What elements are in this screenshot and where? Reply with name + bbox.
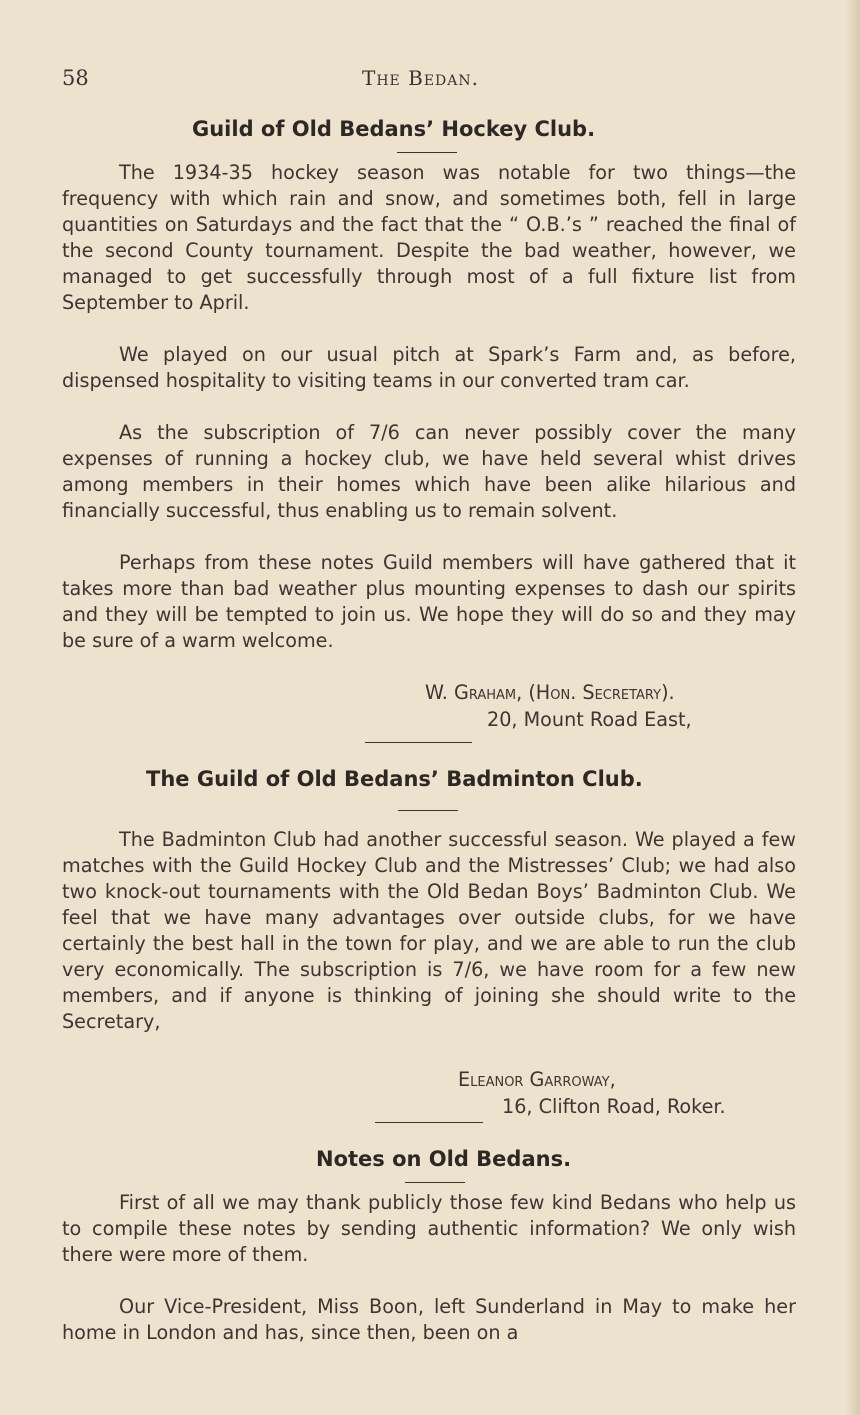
hockey-paragraph-4: Perhaps from these notes Guild members will have gathered that it takes more than bad weather plus mounting expenses to dash our spirits and they will be tempted to join us. We hope they will do so and they may be sure of a warm welcome. [62, 551, 796, 652]
page-edge-shadow [846, 0, 860, 1415]
section-divider [375, 1122, 483, 1123]
title-underline [405, 1182, 465, 1183]
page-header [62, 66, 802, 96]
title-underline [397, 152, 457, 153]
hockey-club-title: Guild of Old Bedans’ Hockey Club. [192, 117, 596, 141]
title-underline [398, 810, 458, 811]
badminton-signature-address: 16, Clifton Road, Roker. [502, 1095, 726, 1118]
hockey-paragraph-1: The 1934-35 hockey season was notable for two things—the frequency with which rain and snow, and sometimes both, fell in large quantities on Saturdays and the fact that the “ O.B.’s ” reached the final of the second County tournament. Despite the bad weather, however, we managed to get successfully through most of a full fixture list from September to April. [62, 161, 796, 314]
notes-title: Notes on Old Bedans. [316, 1147, 572, 1171]
badminton-paragraph-1: The Badminton Club had another successful season. We played a few matches with the Guild Hockey Club and the Mistresses’ Club; we had also two knock-out tournaments with the Old Bedan Boys’ Badminton Club. We feel that we have many advantages over outside clubs, for we have certainly the best hall in the town for play, and we are able to run the club very economically. The subscription is 7/6, we have room for a few new members, and if anyone is thinking of joining she should write to the Secretary, [62, 828, 796, 1033]
badminton-club-title: The Guild of Old Bedans’ Badminton Club. [146, 767, 643, 791]
notes-paragraph-1: First of all we may thank publicly those few kind Bedans who help us to compile these notes by sending authentic information? We only wish there were more of them. [62, 1191, 796, 1266]
hockey-signature-address: 20, Mount Road East, [487, 708, 692, 731]
notes-paragraph-2: Our Vice-President, Miss Boon, left Sunderland in May to make her home in London and has, since then, been on a [62, 1295, 796, 1344]
running-title: The Bedan. [362, 66, 479, 90]
page-number: 58 [62, 66, 89, 90]
hockey-paragraph-3: As the subscription of 7/6 can never possibly cover the many expenses of running a hockey club, we have held several whist drives among members in their homes which have been alike hilarious and financially successful, thus enabling us to remain solvent. [62, 421, 796, 522]
section-divider [365, 742, 472, 743]
hockey-paragraph-2: We played on our usual pitch at Spark’s Farm and, as before, dispensed hospitality to visiting teams in our converted tram car. [62, 343, 796, 392]
badminton-signature-name: Eleanor Garroway, [458, 1068, 616, 1091]
hockey-signature-name: W. Graham, (Hon. Secretary). [425, 681, 675, 704]
